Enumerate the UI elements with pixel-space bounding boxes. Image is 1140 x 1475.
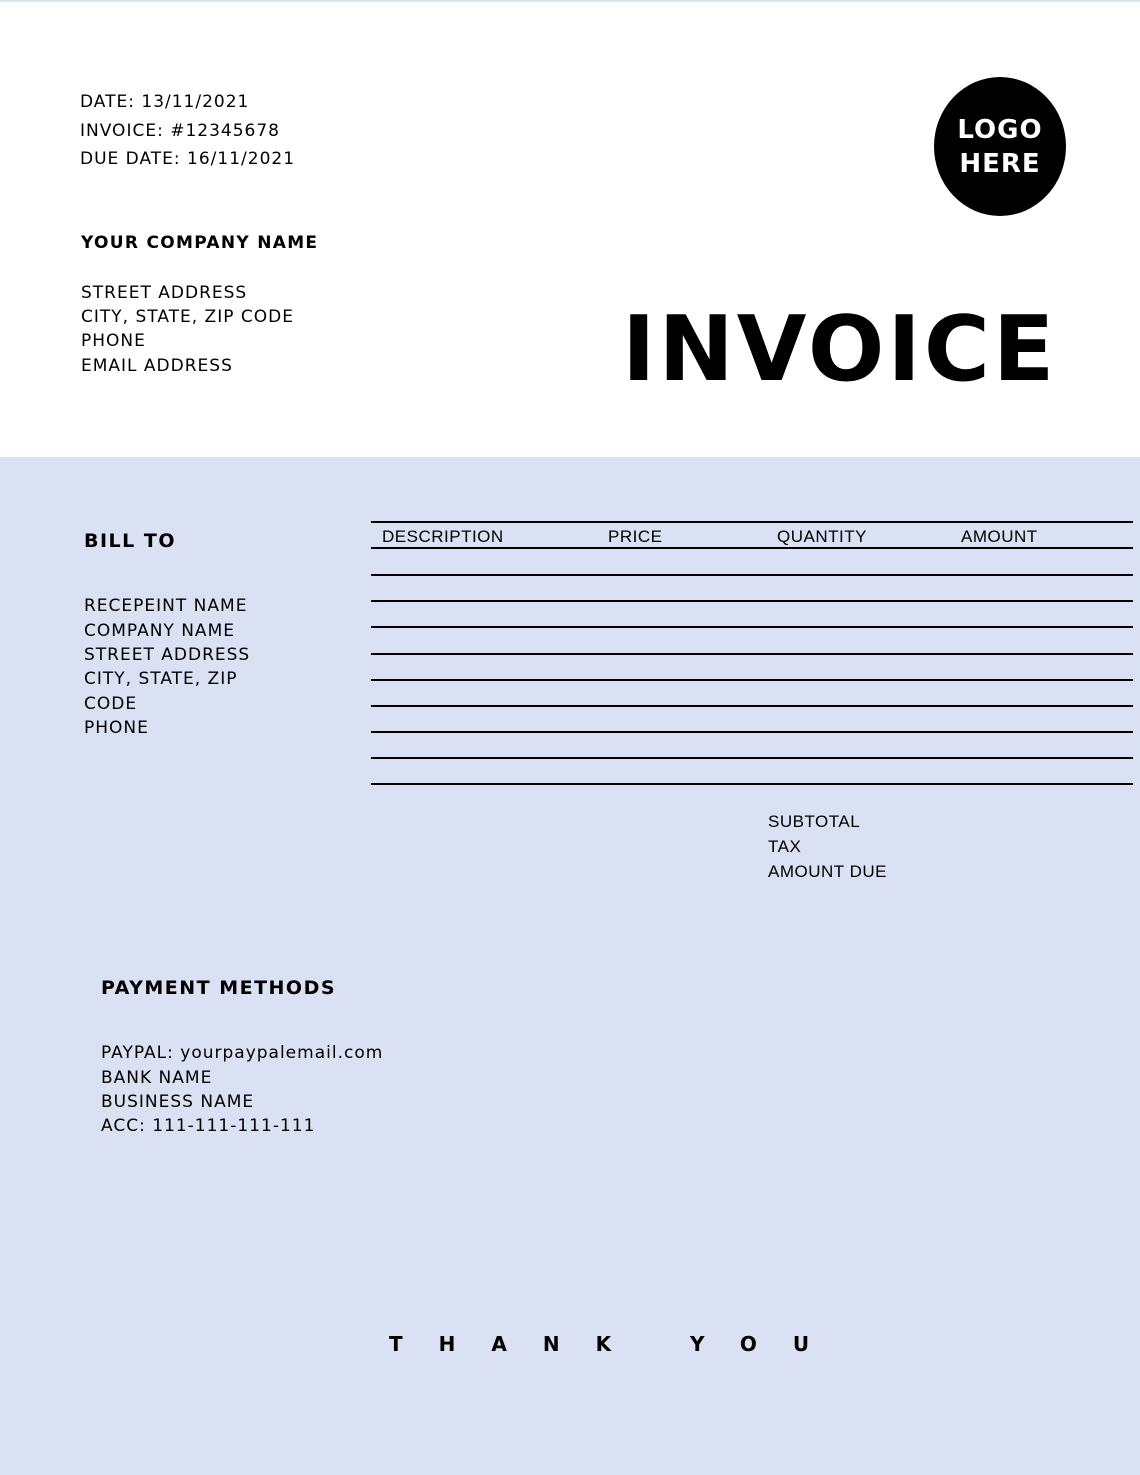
bill-to-street: STREET ADDRESS bbox=[84, 645, 251, 665]
payment-methods-heading: PAYMENT METHODS bbox=[101, 977, 337, 999]
subtotal-label: SUBTOTAL bbox=[768, 812, 861, 831]
company-name: YOUR COMPANY NAME bbox=[81, 233, 319, 253]
due-date-label: DUE DATE: bbox=[80, 149, 181, 169]
table-rule bbox=[371, 547, 1133, 549]
column-header-description: DESCRIPTION bbox=[382, 527, 504, 546]
tax-label: TAX bbox=[768, 837, 802, 856]
invoice-number bbox=[80, 121, 280, 141]
due-date-value: 16/11/2021 bbox=[187, 149, 296, 169]
table-rule bbox=[371, 521, 1133, 523]
table-row-line bbox=[371, 679, 1133, 681]
company-city: CITY, STATE, ZIP CODE bbox=[81, 307, 294, 327]
date-label: DATE: bbox=[80, 92, 135, 112]
table-row-line bbox=[371, 600, 1133, 602]
table-row-line bbox=[371, 705, 1133, 707]
company-street: STREET ADDRESS bbox=[81, 283, 248, 303]
payment-account: ACC: 111-111-111-111 bbox=[101, 1116, 316, 1136]
amount-due-label: AMOUNT DUE bbox=[768, 862, 887, 881]
logo-text-line2: HERE bbox=[959, 148, 1041, 179]
date-value: 13/11/2021 bbox=[141, 92, 250, 112]
table-row-line bbox=[371, 653, 1133, 655]
invoice-number-value: #12345678 bbox=[170, 121, 280, 141]
table-row-line bbox=[371, 626, 1133, 628]
top-border bbox=[0, 0, 1140, 2]
logo-text-line1: LOGO bbox=[957, 114, 1043, 145]
bill-to-phone: PHONE bbox=[84, 718, 149, 738]
bill-to-heading: BILL TO bbox=[84, 530, 176, 552]
bill-to-code: CODE bbox=[84, 694, 138, 714]
logo-placeholder bbox=[934, 77, 1066, 216]
thank-you-message: THANK YOU bbox=[389, 1332, 846, 1356]
table-row-line bbox=[371, 574, 1133, 576]
payment-bank-name: BANK NAME bbox=[101, 1068, 213, 1088]
column-header-quantity: QUANTITY bbox=[777, 527, 867, 546]
bill-to-company: COMPANY NAME bbox=[84, 621, 235, 641]
company-email: EMAIL ADDRESS bbox=[81, 356, 233, 376]
page-title: INVOICE bbox=[622, 297, 1058, 402]
column-header-price: PRICE bbox=[608, 527, 663, 546]
table-row-line bbox=[371, 783, 1133, 785]
bill-to-recipient: RECEPEINT NAME bbox=[84, 596, 248, 616]
invoice-number-label: INVOICE: bbox=[80, 121, 164, 141]
company-phone: PHONE bbox=[81, 331, 146, 351]
payment-business-name: BUSINESS NAME bbox=[101, 1092, 255, 1112]
bill-to-city: CITY, STATE, ZIP bbox=[84, 669, 238, 689]
due-date bbox=[80, 149, 295, 169]
invoice-date bbox=[80, 92, 249, 112]
column-header-amount: AMOUNT bbox=[961, 527, 1038, 546]
payment-paypal: PAYPAL: yourpaypalemail.com bbox=[101, 1043, 384, 1063]
table-row-line bbox=[371, 731, 1133, 733]
table-row-line bbox=[371, 757, 1133, 759]
